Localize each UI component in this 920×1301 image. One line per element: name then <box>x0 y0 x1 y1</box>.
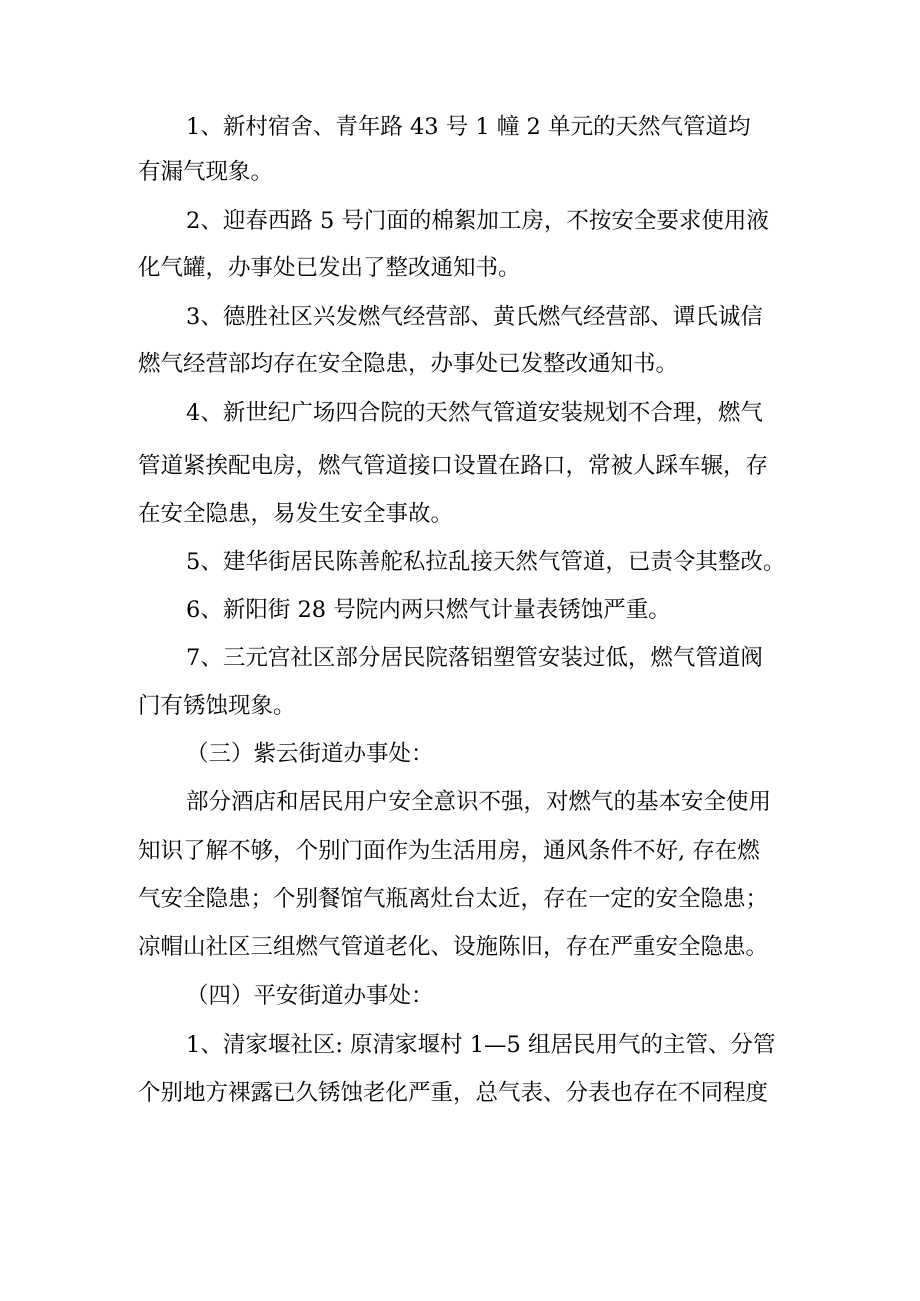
item-7-line-2: 门有锈蚀现象。 <box>138 693 296 719</box>
item-3-line-2: 燃气经营部均存在安全隐患，办事处已发整改通知书。 <box>138 351 679 377</box>
section-3-para-line-4: 凉帽山社区三组燃气管道老化、设施陈旧，存在严重安全隐患。 <box>138 934 769 960</box>
item-4-line-3: 在安全隐患，易发生安全事故。 <box>138 501 454 527</box>
item-4-line-1: 4、新世纪广场四合院的天然气管道安装规划不合理，燃气 <box>186 400 763 426</box>
item-1-line-1: 1、新村宿舍、青年路 43 号 1 幢 2 单元的天然气管道均 <box>186 114 751 140</box>
section-4-item-1-line-1: 1、清家堰社区: 原清家堰村 1—5 组居民用气的主管、分管 <box>186 1032 776 1058</box>
section-3-para-line-3: 气安全隐患；个别餐馆气瓶离灶台太近，存在一定的安全隐患； <box>138 886 769 912</box>
section-4-item-1-line-2: 个别地方裸露已久锈蚀老化严重，总气表、分表也存在不同程度 <box>138 1080 769 1106</box>
item-6-line-1: 6、新阳街 28 号院内两只燃气计量表锈蚀严重。 <box>186 597 671 623</box>
item-2-line-2: 化气罐，办事处已发出了整改通知书。 <box>138 255 521 281</box>
section-3-para-line-1: 部分酒店和居民用户安全意识不强，对燃气的基本安全使用 <box>186 789 772 815</box>
item-5-line-1: 5、建华街居民陈善舵私拉乱接天然气管道，已责令其整改。 <box>186 549 786 575</box>
section-3-para-line-2: 知识了解不够，个别门面作为生活用房，通风条件不好, 存在燃 <box>138 838 760 864</box>
item-7-line-1: 7、三元宫社区部分居民院落铝塑管安装过低，燃气管道阀 <box>186 645 763 671</box>
item-4-line-2: 管道紧挨配电房，燃气管道接口设置在路口，常被人踩车辗，存 <box>138 453 769 479</box>
item-1-line-2: 有漏气现象。 <box>138 159 274 185</box>
item-2-line-1: 2、迎春西路 5 号门面的棉絮加工房，不按安全要求使用液 <box>186 208 769 234</box>
section-3-heading: （三）紫云街道办事处： <box>186 741 434 767</box>
item-3-line-1: 3、德胜社区兴发燃气经营部、黄氏燃气经营部、谭氏诚信 <box>186 304 763 330</box>
section-4-heading: （四）平安街道办事处： <box>186 983 434 1009</box>
